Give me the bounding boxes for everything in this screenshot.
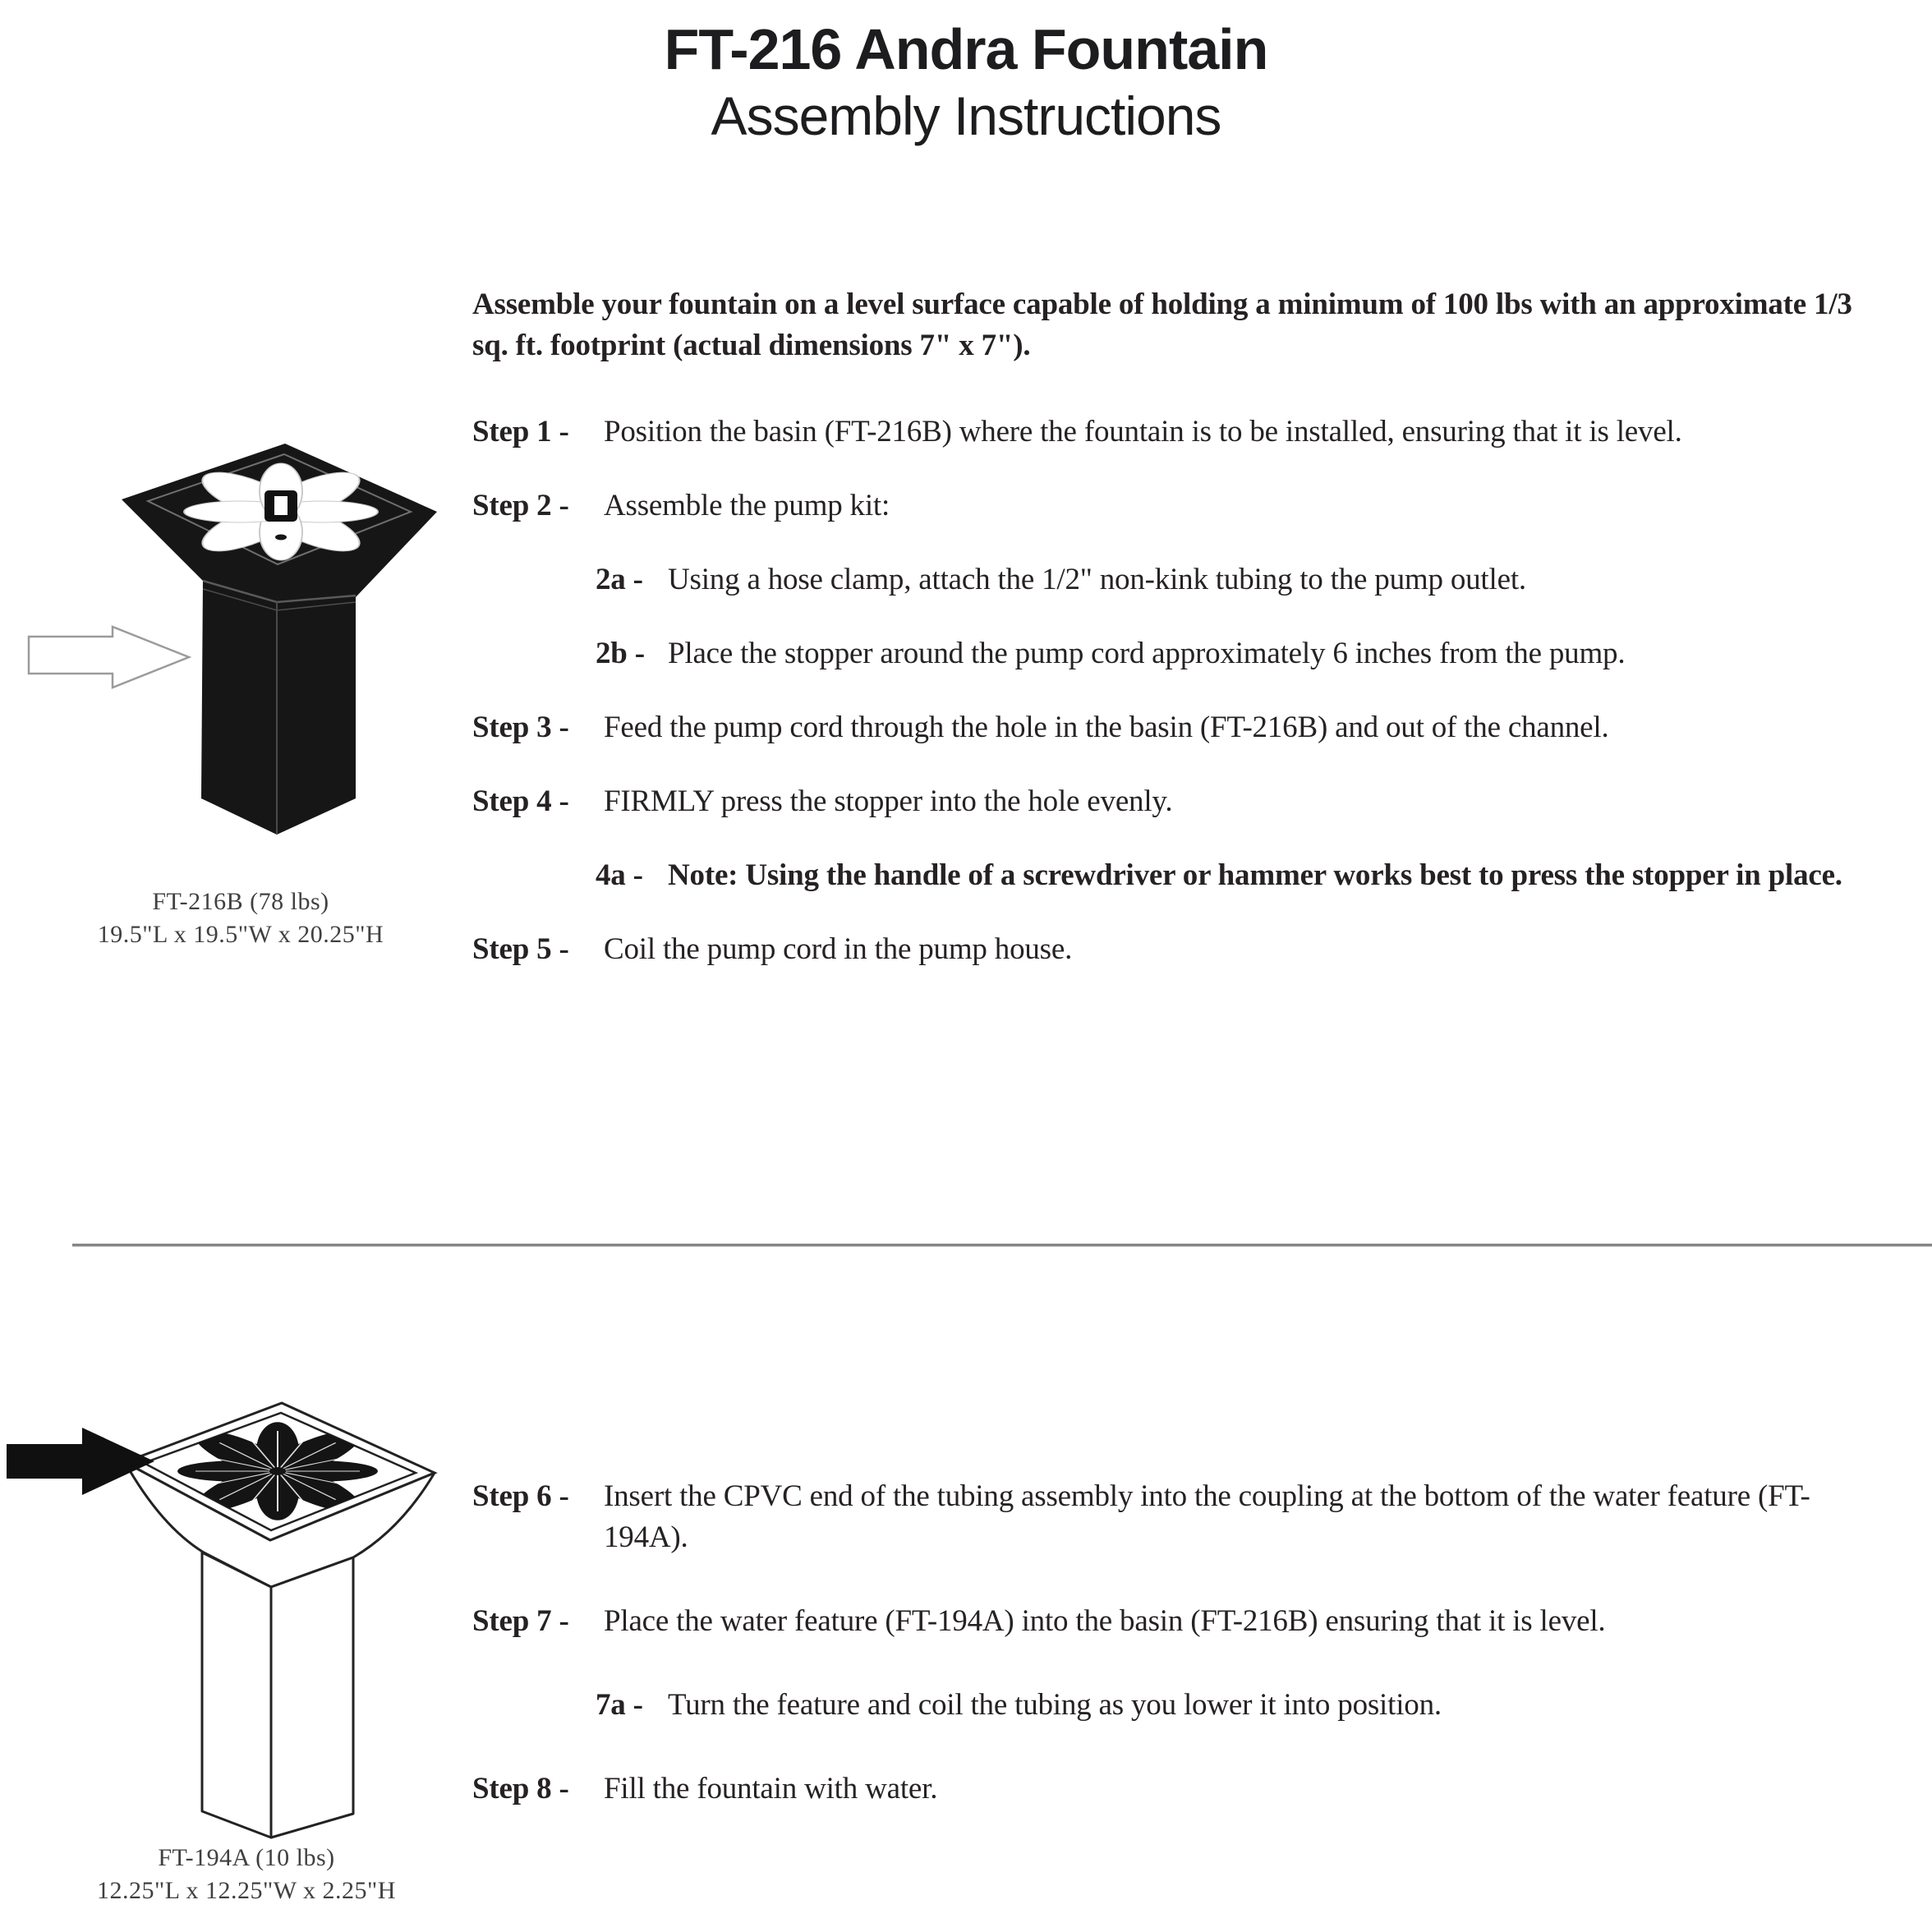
step-row-4a-note (596, 855, 1877, 896)
step-row-7a (596, 1685, 1893, 1726)
title-subtitle: Assembly Instructions (711, 85, 1221, 146)
right-arrow-solid-icon (7, 1428, 154, 1495)
step-row-2b (596, 633, 1877, 674)
feature-column-right-face (271, 1557, 353, 1838)
substep-label: 2a - (596, 563, 643, 596)
step-label: Step 6 - (472, 1479, 569, 1513)
step-label: Step 4 - (472, 784, 569, 818)
right-arrow-outline-icon (29, 627, 189, 688)
water-feature-figure-ft194a (0, 1396, 448, 1844)
step-row-2 (472, 485, 1877, 527)
step-row-5 (472, 929, 1877, 970)
step-row-2a (596, 559, 1877, 600)
figure2-part-number: FT-194A (10 lbs) (158, 1844, 335, 1871)
section1-instructions (472, 284, 1877, 970)
substep-text: Place the stopper around the pump cord approximately 6 inches from the pump. (668, 637, 1626, 670)
step-label: Step 7 - (472, 1604, 569, 1638)
step-text: Assemble the pump kit: (604, 489, 890, 522)
step-text: Position the basin (FT-216B) where the fountain is to be installed, ensuring that it is level. (604, 415, 1682, 448)
substep-text: Turn the feature and coil the tubing as you lower it into position. (668, 1688, 1442, 1722)
feature-column-left-face (202, 1552, 271, 1838)
section2-instructions (472, 1433, 1893, 1810)
section-divider (72, 1244, 1932, 1247)
intro-paragraph: Assemble your fountain on a level surface capable of holding a minimum of 100 lbs with an approximate 1/3 sq. ft. footprint (actual dimensions 7" x 7"). (472, 288, 1852, 362)
step-text: Feed the pump cord through the hole in the basin (FT-216B) and out of the channel. (604, 711, 1609, 744)
step-row-1 (472, 412, 1877, 453)
figure1-dimensions: 19.5"L x 19.5"W x 20.25"H (97, 921, 384, 948)
step-row-6 (472, 1476, 1893, 1558)
step-row-4 (472, 781, 1877, 822)
flower-medallion (184, 463, 378, 560)
step-text: Fill the fountain with water. (604, 1772, 938, 1806)
figure2-dimensions: 12.25"L x 12.25"W x 2.25"H (97, 1877, 396, 1904)
step-row-3 (472, 707, 1877, 748)
step-text: Coil the pump cord in the pump house. (604, 932, 1073, 966)
step-label: Step 1 - (472, 415, 569, 448)
title-product-name: FT-216 Andra Fountain (664, 17, 1268, 81)
substep-label: 7a - (596, 1688, 643, 1722)
step-text: Insert the CPVC end of the tubing assembly into the coupling at the bottom of the water feature (FT-194A). (604, 1479, 1810, 1554)
basin-figure-ft216b (21, 439, 444, 850)
page-title (0, 15, 1932, 148)
step-text: FIRMLY press the stopper into the hole evenly. (604, 784, 1173, 818)
step-label: Step 3 - (472, 711, 569, 744)
step-label: Step 8 - (472, 1772, 569, 1806)
figure1-caption (31, 886, 450, 951)
figure1-part-number: FT-216B (78 lbs) (152, 888, 329, 915)
figure2-caption (21, 1842, 472, 1907)
step-text: Place the water feature (FT-194A) into the basin (FT-216B) ensuring that it is level. (604, 1604, 1606, 1638)
substep-label: 4a - (596, 858, 643, 892)
substep-text: Using a hose clamp, attach the 1/2" non-kink tubing to the pump outlet. (668, 563, 1526, 596)
step-label: Step 5 - (472, 932, 569, 966)
step-row-8 (472, 1769, 1893, 1810)
step-row-7 (472, 1601, 1893, 1642)
step-label: Step 2 - (472, 489, 569, 522)
substep-label: 2b - (596, 637, 645, 670)
substep-note-text: Note: Using the handle of a screwdriver or hammer works best to press the stopper in place. (668, 858, 1842, 892)
